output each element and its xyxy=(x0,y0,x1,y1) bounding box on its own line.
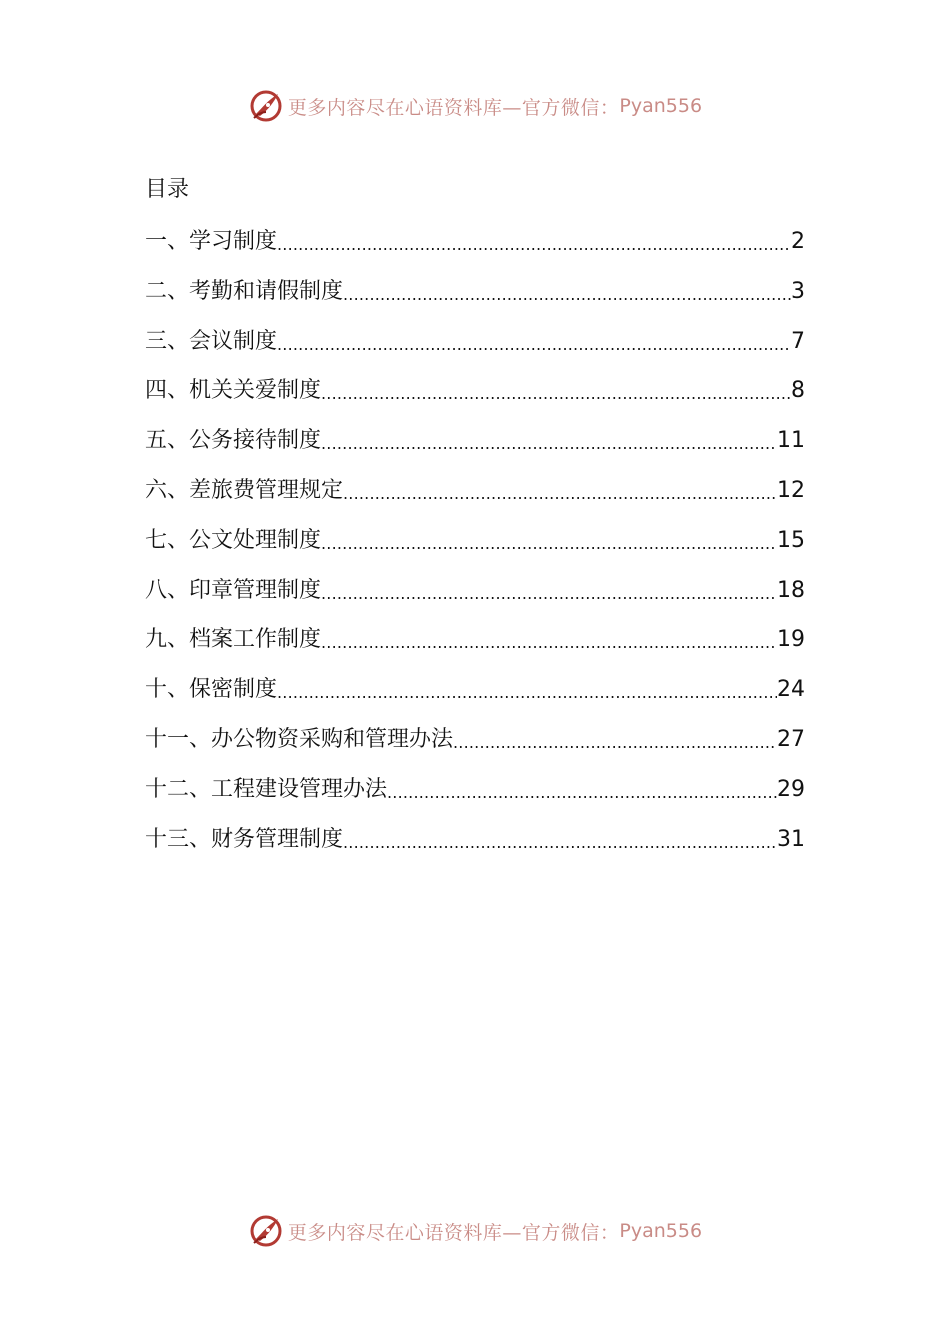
toc-entry-page: 19 xyxy=(777,627,805,653)
toc-entry-page: 7 xyxy=(791,328,805,354)
toc-entry-label: 六、差旅费管理规定 xyxy=(145,477,344,503)
toc-entry-page: 2 xyxy=(791,229,805,254)
pen-nib-logo-icon xyxy=(248,88,284,124)
toc-entry-label: 四、机关关爱制度 xyxy=(145,378,322,404)
toc-entry-label: 二、考勤和请假制度 xyxy=(145,278,344,304)
toc-entry[interactable] xyxy=(145,525,805,575)
toc-entry[interactable] xyxy=(145,276,805,326)
toc-dot-leader xyxy=(321,575,777,607)
toc-entry[interactable] xyxy=(145,824,805,874)
toc-dot-leader xyxy=(453,724,777,756)
toc-entry-page: 24 xyxy=(777,677,805,703)
toc-entry-label: 十三、财务管理制度 xyxy=(145,826,344,852)
pen-nib-logo-icon xyxy=(248,1213,284,1249)
toc-entry-page: 12 xyxy=(777,477,805,503)
watermark-wechat-id: Pyan556 xyxy=(619,95,703,117)
toc-entry-label: 七、公文处理制度 xyxy=(145,527,322,553)
toc-dot-leader xyxy=(277,326,791,358)
watermark-text: 更多内容尽在心语资料库—官方微信： xyxy=(287,96,620,119)
toc-entry-page: 8 xyxy=(791,378,805,404)
toc-entry[interactable] xyxy=(145,375,805,425)
toc-entry-label: 九、档案工作制度 xyxy=(145,627,322,653)
toc-entry[interactable] xyxy=(145,425,805,475)
toc-entry[interactable] xyxy=(145,624,805,674)
toc-entry-page: 18 xyxy=(777,577,805,603)
toc-dot-leader xyxy=(387,774,777,806)
toc-dot-leader xyxy=(277,674,777,706)
toc-dot-leader xyxy=(321,425,777,457)
toc-entry-label: 十一、办公物资采购和管理办法 xyxy=(145,726,454,752)
toc-entry-label: 八、印章管理制度 xyxy=(145,577,322,603)
toc-entry[interactable] xyxy=(145,674,805,724)
toc-entry-label: 五、公务接待制度 xyxy=(145,428,322,454)
toc-entry-page: 11 xyxy=(777,428,805,454)
toc-entry[interactable] xyxy=(145,226,805,276)
footer-watermark xyxy=(0,1211,950,1251)
watermark-text: 更多内容尽在心语资料库—官方微信： xyxy=(287,1221,620,1244)
toc-dot-leader xyxy=(343,475,777,507)
toc-entry-label: 十二、工程建设管理办法 xyxy=(145,776,388,802)
toc-entry-page: 3 xyxy=(791,278,805,304)
toc-dot-leader xyxy=(321,624,777,656)
toc-entry[interactable] xyxy=(145,724,805,774)
toc-entry-label: 十、保密制度 xyxy=(145,677,278,703)
toc-title: 目录 xyxy=(145,177,190,202)
toc-entry[interactable] xyxy=(145,774,805,824)
toc-entry[interactable] xyxy=(145,575,805,625)
toc-dot-leader xyxy=(321,525,777,557)
toc-entry[interactable] xyxy=(145,475,805,525)
table-of-contents xyxy=(145,226,805,873)
watermark-wechat-id: Pyan556 xyxy=(619,1220,703,1242)
toc-dot-leader xyxy=(343,276,791,308)
toc-entry[interactable] xyxy=(145,326,805,376)
toc-dot-leader xyxy=(321,375,791,407)
header-watermark xyxy=(0,86,950,126)
toc-dot-leader xyxy=(277,226,791,258)
toc-entry-label: 三、会议制度 xyxy=(145,328,278,354)
toc-entry-page: 31 xyxy=(777,826,805,852)
toc-entry-label: 一、学习制度 xyxy=(145,229,278,254)
toc-entry-page: 29 xyxy=(777,776,805,802)
toc-dot-leader xyxy=(343,824,777,856)
toc-entry-page: 27 xyxy=(777,726,805,752)
toc-entry-page: 15 xyxy=(777,527,805,553)
